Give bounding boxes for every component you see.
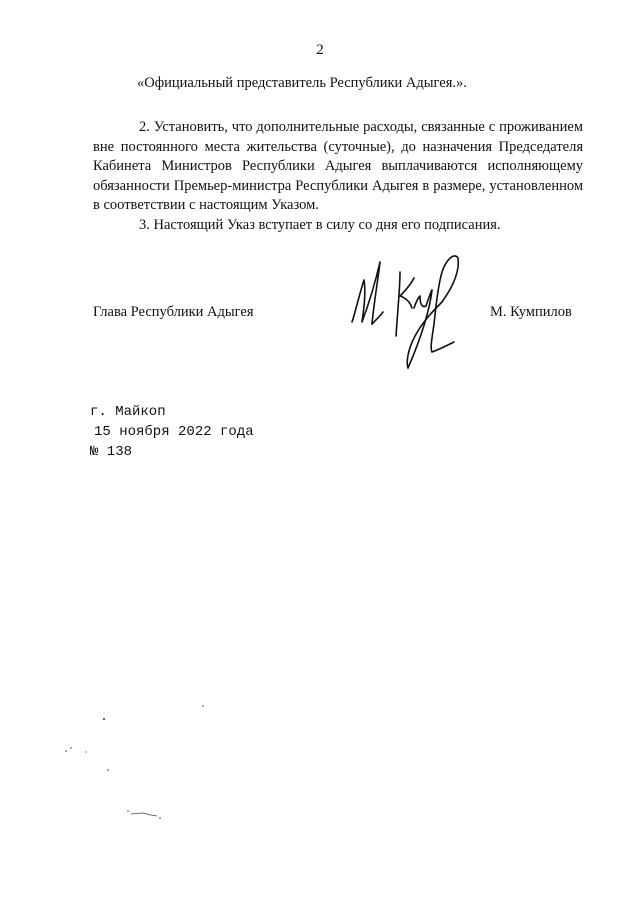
- quoted-title-line: «Официальный представитель Республики Адыгея.».: [137, 75, 467, 91]
- signer-name: М. Кумпилов: [490, 304, 572, 320]
- signatory-position: Глава Республики Адыгея: [93, 304, 254, 320]
- issue-number: № 138: [90, 444, 133, 460]
- handwritten-signature: [342, 250, 472, 375]
- issue-city: г. Майкоп: [90, 404, 166, 420]
- paragraph-2: 2. Установить, что дополнительные расходы, связанные с проживанием вне постоянного места жительства (суточные), до назначения Председателя Кабинета Министров Республики Адыгея выплачиваются исполняющему обязанности Премьер-министра Республики Адыгея в размере, установленном в соответствии с настоящим Указом.: [93, 119, 583, 213]
- page-number: 2: [316, 42, 324, 58]
- issue-info-block: [90, 402, 254, 462]
- paragraph-3: 3. Настоящий Указ вступает в силу со дня его подписания.: [139, 217, 501, 233]
- issue-date: 15 ноября 2022 года: [94, 424, 254, 440]
